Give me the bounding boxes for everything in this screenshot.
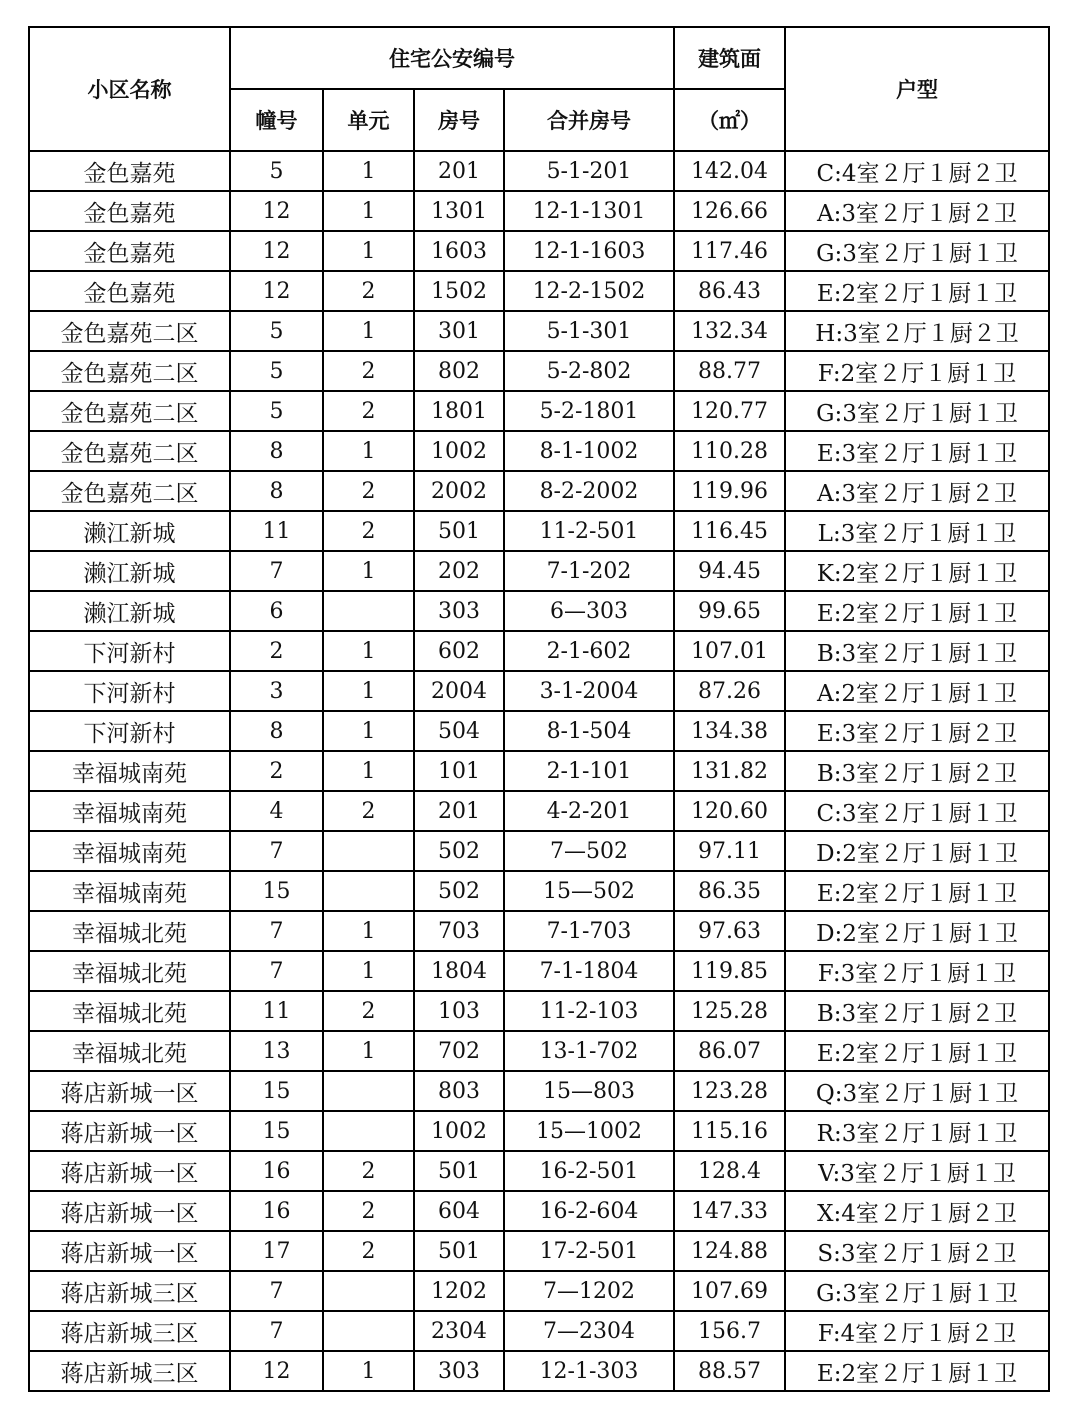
table-row bbox=[29, 231, 1049, 271]
cell-area: 107.69 bbox=[674, 1271, 785, 1311]
header-room: 房号 bbox=[414, 89, 504, 151]
cell-community: 蒋店新城一区 bbox=[29, 1111, 230, 1151]
cell-community: 幸福城北苑 bbox=[29, 911, 230, 951]
cell-unit bbox=[323, 1071, 414, 1111]
cell-building: 11 bbox=[230, 511, 323, 551]
cell-unit: 1 bbox=[323, 671, 414, 711]
cell-building: 15 bbox=[230, 1071, 323, 1111]
cell-unit: 1 bbox=[323, 1031, 414, 1071]
cell-community: 金色嘉苑 bbox=[29, 231, 230, 271]
cell-room: 303 bbox=[414, 1351, 504, 1391]
cell-combined-room: 12-1-1603 bbox=[504, 231, 674, 271]
cell-area: 134.38 bbox=[674, 711, 785, 751]
table-row bbox=[29, 791, 1049, 831]
header-police-number: 住宅公安编号 bbox=[230, 27, 674, 89]
cell-building: 3 bbox=[230, 671, 323, 711]
cell-combined-room: 7—502 bbox=[504, 831, 674, 871]
table-row bbox=[29, 351, 1049, 391]
cell-community: 金色嘉苑二区 bbox=[29, 471, 230, 511]
table-row bbox=[29, 1231, 1049, 1271]
cell-building: 8 bbox=[230, 471, 323, 511]
cell-combined-room: 12-1-303 bbox=[504, 1351, 674, 1391]
cell-combined-room: 12-1-1301 bbox=[504, 191, 674, 231]
cell-combined-room: 7-1-1804 bbox=[504, 951, 674, 991]
cell-building: 12 bbox=[230, 1351, 323, 1391]
cell-room: 604 bbox=[414, 1191, 504, 1231]
header-combined-room: 合并房号 bbox=[504, 89, 674, 151]
cell-unit: 1 bbox=[323, 231, 414, 271]
cell-room: 201 bbox=[414, 791, 504, 831]
cell-layout: R:3室２厅１厨１卫 bbox=[785, 1111, 1049, 1151]
cell-building: 7 bbox=[230, 951, 323, 991]
table-row bbox=[29, 271, 1049, 311]
cell-room: 504 bbox=[414, 711, 504, 751]
cell-room: 2004 bbox=[414, 671, 504, 711]
cell-building: 5 bbox=[230, 391, 323, 431]
cell-community: 金色嘉苑 bbox=[29, 151, 230, 191]
cell-area: 119.96 bbox=[674, 471, 785, 511]
cell-room: 103 bbox=[414, 991, 504, 1031]
cell-room: 1804 bbox=[414, 951, 504, 991]
table-row bbox=[29, 1111, 1049, 1151]
cell-community: 幸福城北苑 bbox=[29, 1031, 230, 1071]
cell-community: 蒋店新城三区 bbox=[29, 1271, 230, 1311]
cell-unit: 2 bbox=[323, 471, 414, 511]
cell-building: 12 bbox=[230, 191, 323, 231]
cell-community: 蒋店新城三区 bbox=[29, 1311, 230, 1351]
cell-unit: 1 bbox=[323, 551, 414, 591]
cell-community: 幸福城南苑 bbox=[29, 791, 230, 831]
cell-area: 132.34 bbox=[674, 311, 785, 351]
cell-room: 501 bbox=[414, 1231, 504, 1271]
cell-area: 117.46 bbox=[674, 231, 785, 271]
cell-combined-room: 13-1-702 bbox=[504, 1031, 674, 1071]
cell-room: 803 bbox=[414, 1071, 504, 1111]
cell-layout: K:2室２厅１厨１卫 bbox=[785, 551, 1049, 591]
cell-room: 602 bbox=[414, 631, 504, 671]
cell-room: 702 bbox=[414, 1031, 504, 1071]
table-row bbox=[29, 871, 1049, 911]
cell-unit: 1 bbox=[323, 951, 414, 991]
table-row bbox=[29, 831, 1049, 871]
table-row bbox=[29, 991, 1049, 1031]
cell-community: 金色嘉苑二区 bbox=[29, 431, 230, 471]
cell-room: 1301 bbox=[414, 191, 504, 231]
cell-building: 2 bbox=[230, 631, 323, 671]
cell-area: 99.65 bbox=[674, 591, 785, 631]
cell-community: 幸福城北苑 bbox=[29, 991, 230, 1031]
cell-layout: E:2室２厅１厨１卫 bbox=[785, 271, 1049, 311]
cell-unit: 1 bbox=[323, 1351, 414, 1391]
cell-combined-room: 2-1-602 bbox=[504, 631, 674, 671]
table-row bbox=[29, 1031, 1049, 1071]
cell-community: 下河新村 bbox=[29, 671, 230, 711]
cell-area: 110.28 bbox=[674, 431, 785, 471]
cell-unit bbox=[323, 591, 414, 631]
cell-combined-room: 3-1-2004 bbox=[504, 671, 674, 711]
cell-layout: B:3室２厅１厨２卫 bbox=[785, 751, 1049, 791]
cell-combined-room: 8-2-2002 bbox=[504, 471, 674, 511]
cell-community: 下河新村 bbox=[29, 631, 230, 671]
cell-community: 蒋店新城一区 bbox=[29, 1191, 230, 1231]
cell-combined-room: 8-1-1002 bbox=[504, 431, 674, 471]
cell-combined-room: 4-2-201 bbox=[504, 791, 674, 831]
table-row bbox=[29, 551, 1049, 591]
cell-building: 16 bbox=[230, 1151, 323, 1191]
cell-building: 17 bbox=[230, 1231, 323, 1271]
cell-layout: B:3室２厅１厨１卫 bbox=[785, 631, 1049, 671]
cell-area: 97.11 bbox=[674, 831, 785, 871]
cell-combined-room: 15—803 bbox=[504, 1071, 674, 1111]
cell-room: 1002 bbox=[414, 431, 504, 471]
cell-layout: F:3室２厅１厨１卫 bbox=[785, 951, 1049, 991]
cell-layout: G:3室２厅１厨１卫 bbox=[785, 231, 1049, 271]
cell-room: 303 bbox=[414, 591, 504, 631]
cell-building: 7 bbox=[230, 831, 323, 871]
cell-community: 幸福城南苑 bbox=[29, 831, 230, 871]
cell-area: 107.01 bbox=[674, 631, 785, 671]
cell-building: 7 bbox=[230, 1311, 323, 1351]
header-unit: 单元 bbox=[323, 89, 414, 151]
cell-room: 501 bbox=[414, 1151, 504, 1191]
cell-layout: G:3室２厅１厨１卫 bbox=[785, 391, 1049, 431]
cell-area: 94.45 bbox=[674, 551, 785, 591]
cell-layout: E:3室２厅１厨２卫 bbox=[785, 711, 1049, 751]
table-row bbox=[29, 1351, 1049, 1391]
cell-building: 5 bbox=[230, 151, 323, 191]
cell-community: 蒋店新城一区 bbox=[29, 1231, 230, 1271]
cell-area: 119.85 bbox=[674, 951, 785, 991]
cell-layout: E:2室２厅１厨１卫 bbox=[785, 591, 1049, 631]
table-row bbox=[29, 311, 1049, 351]
cell-building: 13 bbox=[230, 1031, 323, 1071]
cell-layout: E:2室２厅１厨１卫 bbox=[785, 1031, 1049, 1071]
table-body bbox=[29, 151, 1049, 1391]
cell-area: 115.16 bbox=[674, 1111, 785, 1151]
cell-layout: E:2室２厅１厨１卫 bbox=[785, 871, 1049, 911]
cell-area: 128.4 bbox=[674, 1151, 785, 1191]
cell-room: 202 bbox=[414, 551, 504, 591]
table-row bbox=[29, 591, 1049, 631]
cell-community: 濑江新城 bbox=[29, 591, 230, 631]
cell-unit bbox=[323, 831, 414, 871]
cell-unit: 1 bbox=[323, 911, 414, 951]
table-row bbox=[29, 631, 1049, 671]
cell-layout: L:3室２厅１厨１卫 bbox=[785, 511, 1049, 551]
table-row bbox=[29, 431, 1049, 471]
cell-unit bbox=[323, 1271, 414, 1311]
cell-building: 6 bbox=[230, 591, 323, 631]
cell-room: 1202 bbox=[414, 1271, 504, 1311]
cell-unit bbox=[323, 1311, 414, 1351]
cell-building: 2 bbox=[230, 751, 323, 791]
cell-combined-room: 7-1-703 bbox=[504, 911, 674, 951]
cell-layout: V:3室２厅１厨１卫 bbox=[785, 1151, 1049, 1191]
cell-area: 116.45 bbox=[674, 511, 785, 551]
cell-building: 12 bbox=[230, 231, 323, 271]
cell-combined-room: 5-1-301 bbox=[504, 311, 674, 351]
cell-room: 201 bbox=[414, 151, 504, 191]
cell-unit: 1 bbox=[323, 311, 414, 351]
cell-combined-room: 2-1-101 bbox=[504, 751, 674, 791]
cell-layout: Q:3室２厅１厨１卫 bbox=[785, 1071, 1049, 1111]
cell-unit: 2 bbox=[323, 1191, 414, 1231]
header-area-unit: （㎡） bbox=[674, 89, 785, 151]
housing-table bbox=[28, 26, 1050, 1392]
cell-community: 幸福城南苑 bbox=[29, 751, 230, 791]
cell-layout: H:3室２厅１厨２卫 bbox=[785, 311, 1049, 351]
table-row bbox=[29, 1271, 1049, 1311]
cell-unit: 1 bbox=[323, 711, 414, 751]
cell-unit: 1 bbox=[323, 431, 414, 471]
cell-area: 88.57 bbox=[674, 1351, 785, 1391]
cell-unit: 2 bbox=[323, 271, 414, 311]
cell-unit: 2 bbox=[323, 511, 414, 551]
cell-unit: 2 bbox=[323, 791, 414, 831]
cell-layout: S:3室２厅１厨２卫 bbox=[785, 1231, 1049, 1271]
cell-unit: 2 bbox=[323, 991, 414, 1031]
cell-room: 703 bbox=[414, 911, 504, 951]
table-row bbox=[29, 911, 1049, 951]
table-row bbox=[29, 1191, 1049, 1231]
cell-layout: G:3室２厅１厨１卫 bbox=[785, 1271, 1049, 1311]
cell-building: 7 bbox=[230, 1271, 323, 1311]
cell-combined-room: 12-2-1502 bbox=[504, 271, 674, 311]
cell-community: 蒋店新城三区 bbox=[29, 1351, 230, 1391]
cell-unit bbox=[323, 1111, 414, 1151]
cell-room: 802 bbox=[414, 351, 504, 391]
cell-room: 1801 bbox=[414, 391, 504, 431]
cell-community: 金色嘉苑二区 bbox=[29, 311, 230, 351]
cell-combined-room: 7—1202 bbox=[504, 1271, 674, 1311]
cell-layout: D:2室２厅１厨１卫 bbox=[785, 831, 1049, 871]
cell-combined-room: 7—2304 bbox=[504, 1311, 674, 1351]
cell-room: 1002 bbox=[414, 1111, 504, 1151]
cell-layout: A:3室２厅１厨２卫 bbox=[785, 471, 1049, 511]
cell-unit: 1 bbox=[323, 191, 414, 231]
cell-layout: B:3室２厅１厨２卫 bbox=[785, 991, 1049, 1031]
cell-layout: C:3室２厅１厨１卫 bbox=[785, 791, 1049, 831]
cell-area: 120.60 bbox=[674, 791, 785, 831]
cell-building: 7 bbox=[230, 551, 323, 591]
table-row bbox=[29, 391, 1049, 431]
cell-area: 120.77 bbox=[674, 391, 785, 431]
cell-community: 金色嘉苑二区 bbox=[29, 391, 230, 431]
cell-layout: E:3室２厅１厨１卫 bbox=[785, 431, 1049, 471]
cell-area: 86.43 bbox=[674, 271, 785, 311]
cell-room: 502 bbox=[414, 831, 504, 871]
header-row-1 bbox=[29, 27, 1049, 89]
cell-building: 5 bbox=[230, 311, 323, 351]
cell-community: 金色嘉苑 bbox=[29, 191, 230, 231]
cell-room: 1502 bbox=[414, 271, 504, 311]
cell-room: 501 bbox=[414, 511, 504, 551]
cell-area: 156.7 bbox=[674, 1311, 785, 1351]
cell-combined-room: 16-2-501 bbox=[504, 1151, 674, 1191]
cell-combined-room: 5-2-802 bbox=[504, 351, 674, 391]
cell-community: 幸福城北苑 bbox=[29, 951, 230, 991]
table-row bbox=[29, 1151, 1049, 1191]
cell-room: 1603 bbox=[414, 231, 504, 271]
cell-community: 下河新村 bbox=[29, 711, 230, 751]
table-row bbox=[29, 951, 1049, 991]
cell-area: 126.66 bbox=[674, 191, 785, 231]
cell-combined-room: 11-2-501 bbox=[504, 511, 674, 551]
cell-layout: X:4室２厅１厨２卫 bbox=[785, 1191, 1049, 1231]
cell-community: 幸福城南苑 bbox=[29, 871, 230, 911]
cell-room: 2304 bbox=[414, 1311, 504, 1351]
cell-area: 97.63 bbox=[674, 911, 785, 951]
cell-building: 8 bbox=[230, 711, 323, 751]
header-area: 建筑面 bbox=[674, 27, 785, 89]
cell-building: 12 bbox=[230, 271, 323, 311]
cell-area: 125.28 bbox=[674, 991, 785, 1031]
header-layout: 户型 bbox=[785, 27, 1049, 151]
table-row bbox=[29, 471, 1049, 511]
header-building: 幢号 bbox=[230, 89, 323, 151]
cell-community: 蒋店新城一区 bbox=[29, 1071, 230, 1111]
cell-community: 金色嘉苑二区 bbox=[29, 351, 230, 391]
cell-building: 16 bbox=[230, 1191, 323, 1231]
table-row bbox=[29, 671, 1049, 711]
cell-combined-room: 5-1-201 bbox=[504, 151, 674, 191]
cell-layout: F:4室２厅１厨２卫 bbox=[785, 1311, 1049, 1351]
cell-combined-room: 11-2-103 bbox=[504, 991, 674, 1031]
cell-combined-room: 8-1-504 bbox=[504, 711, 674, 751]
table-row bbox=[29, 1311, 1049, 1351]
cell-combined-room: 5-2-1801 bbox=[504, 391, 674, 431]
cell-unit: 1 bbox=[323, 631, 414, 671]
cell-combined-room: 16-2-604 bbox=[504, 1191, 674, 1231]
cell-community: 濑江新城 bbox=[29, 551, 230, 591]
cell-area: 87.26 bbox=[674, 671, 785, 711]
cell-unit: 2 bbox=[323, 1231, 414, 1271]
table-row bbox=[29, 751, 1049, 791]
cell-room: 101 bbox=[414, 751, 504, 791]
cell-building: 5 bbox=[230, 351, 323, 391]
cell-area: 142.04 bbox=[674, 151, 785, 191]
table-row bbox=[29, 191, 1049, 231]
cell-room: 301 bbox=[414, 311, 504, 351]
cell-area: 123.28 bbox=[674, 1071, 785, 1111]
cell-area: 86.35 bbox=[674, 871, 785, 911]
cell-room: 502 bbox=[414, 871, 504, 911]
cell-combined-room: 7-1-202 bbox=[504, 551, 674, 591]
cell-room: 2002 bbox=[414, 471, 504, 511]
cell-unit bbox=[323, 871, 414, 911]
cell-community: 蒋店新城一区 bbox=[29, 1151, 230, 1191]
cell-combined-room: 15—502 bbox=[504, 871, 674, 911]
cell-building: 8 bbox=[230, 431, 323, 471]
cell-combined-room: 6—303 bbox=[504, 591, 674, 631]
table-row bbox=[29, 511, 1049, 551]
cell-unit: 1 bbox=[323, 751, 414, 791]
cell-area: 86.07 bbox=[674, 1031, 785, 1071]
cell-building: 4 bbox=[230, 791, 323, 831]
cell-unit: 2 bbox=[323, 1151, 414, 1191]
cell-unit: 2 bbox=[323, 391, 414, 431]
cell-layout: A:2室２厅１厨１卫 bbox=[785, 671, 1049, 711]
table-row bbox=[29, 711, 1049, 751]
cell-building: 11 bbox=[230, 991, 323, 1031]
cell-combined-room: 15—1002 bbox=[504, 1111, 674, 1151]
cell-community: 金色嘉苑 bbox=[29, 271, 230, 311]
header-community: 小区名称 bbox=[29, 27, 230, 151]
cell-layout: A:3室２厅１厨２卫 bbox=[785, 191, 1049, 231]
cell-building: 7 bbox=[230, 911, 323, 951]
cell-combined-room: 17-2-501 bbox=[504, 1231, 674, 1271]
cell-building: 15 bbox=[230, 871, 323, 911]
table-row bbox=[29, 1071, 1049, 1111]
cell-area: 124.88 bbox=[674, 1231, 785, 1271]
cell-area: 88.77 bbox=[674, 351, 785, 391]
cell-layout: C:4室２厅１厨２卫 bbox=[785, 151, 1049, 191]
cell-area: 147.33 bbox=[674, 1191, 785, 1231]
cell-area: 131.82 bbox=[674, 751, 785, 791]
cell-unit: 2 bbox=[323, 351, 414, 391]
table-row bbox=[29, 151, 1049, 191]
cell-layout: E:2室２厅１厨１卫 bbox=[785, 1351, 1049, 1391]
cell-layout: F:2室２厅１厨１卫 bbox=[785, 351, 1049, 391]
cell-unit: 1 bbox=[323, 151, 414, 191]
cell-layout: D:2室２厅１厨１卫 bbox=[785, 911, 1049, 951]
cell-building: 15 bbox=[230, 1111, 323, 1151]
cell-community: 濑江新城 bbox=[29, 511, 230, 551]
